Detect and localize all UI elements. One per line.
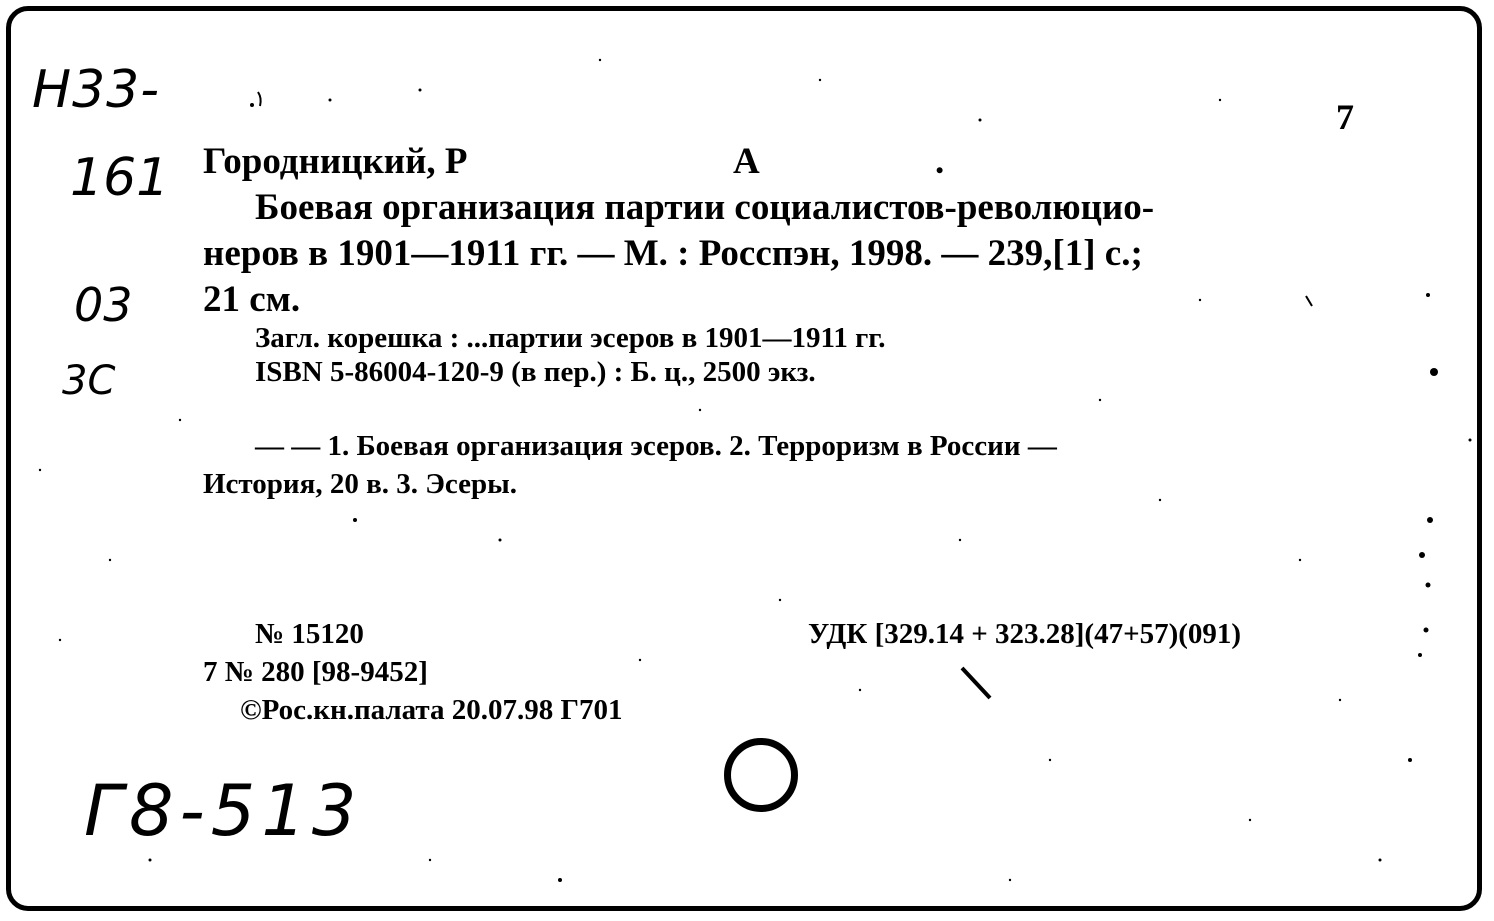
subjects-line-2: История, 20 в. 3. Эсеры. [203,468,518,500]
handwritten-call-number: Н33- [32,60,161,120]
udk-classification: УДК [329.14 + 323.28](47+57)(091) [808,618,1242,650]
subjects-line-1: — — 1. Боевая организация эсеров. 2. Терроризм в России — [255,430,1057,462]
title-line-3: 21 см. [203,279,301,320]
corner-number: 7 [1336,97,1354,137]
title-line-1: Боевая организация партии социалистов-революцио- [255,187,1155,228]
copyright-line: ©Рос.кн.палата 20.07.98 Г701 [240,694,623,726]
title-line-2: неров в 1901—1911 гг. — М. : Росспэн, 1998. — 239,[1] с.; [203,233,1143,274]
isbn-line: ISBN 5-86004-120-9 (в пер.) : Б. ц., 2500 экз. [255,356,816,388]
record-number: № 15120 [255,618,364,650]
handwritten-bottom-code: Г8-513 [84,770,363,852]
handwritten-mark-2: 3С [62,358,116,404]
spine-title-note: Загл. корешка : ...партии эсеров в 1901—1911 гг. [255,322,886,354]
author-name: Городницкий, Р [203,141,468,182]
handwritten-mark-1: 03 [74,278,133,332]
record-number-2: 7 № 280 [98-9452] [203,656,428,688]
card-punch-hole [724,738,798,812]
author-initial: А [733,141,760,182]
handwritten-call-number-2: 161 [70,148,170,208]
author-end-mark: . [935,141,945,182]
